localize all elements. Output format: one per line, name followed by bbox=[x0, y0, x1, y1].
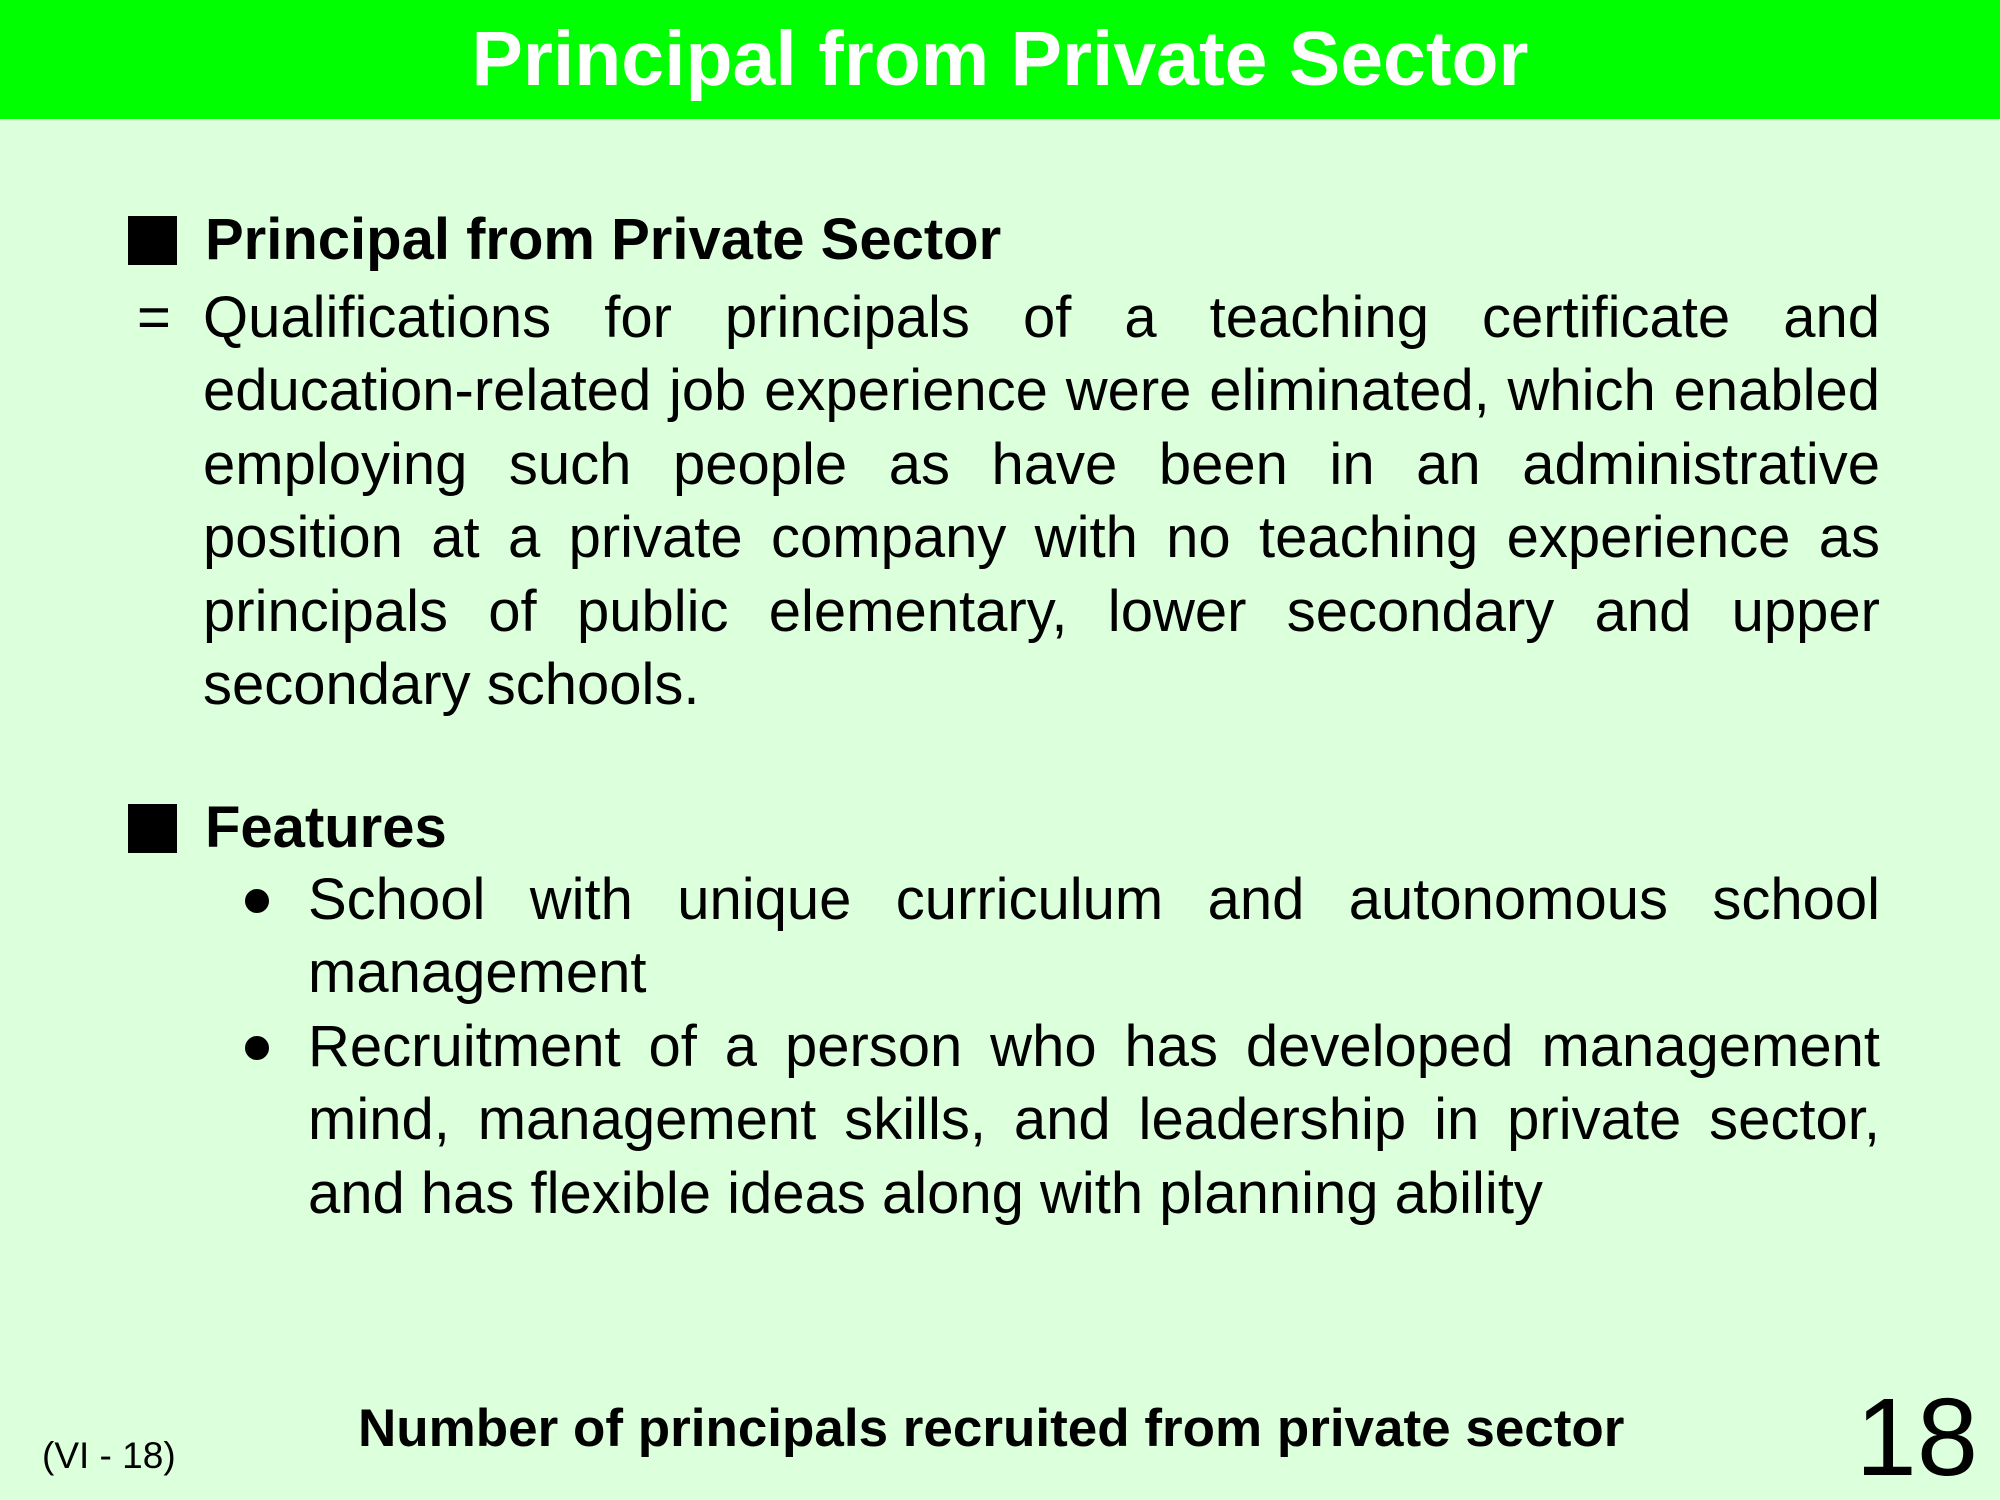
bullet-dot-icon bbox=[245, 1036, 269, 1060]
qualifications-paragraph: Qualifications for principals of a teaching certificate and education-related job experience were eliminated, which enabled employing such people as have been in an administrative position at a private company with no teaching experience as principals of public elementary, lower secondary and upper secondary schools. bbox=[203, 285, 1880, 718]
bullet-dot-icon bbox=[245, 889, 269, 913]
section-heading-text: Principal from Private Sector bbox=[205, 207, 1002, 272]
square-bullet-icon bbox=[128, 216, 177, 265]
page-number: 18 bbox=[1855, 1376, 1978, 1499]
title-bar bbox=[0, 0, 2000, 119]
features-list bbox=[245, 863, 1880, 1230]
list-item bbox=[245, 863, 1880, 1010]
equals-prefix: = bbox=[137, 285, 171, 350]
section-heading-features bbox=[128, 795, 447, 860]
list-item-text: School with unique curriculum and autonomous school management bbox=[308, 867, 1880, 1006]
footer-caption: Number of principals recruited from private sector bbox=[358, 1399, 1625, 1458]
list-item bbox=[245, 1010, 1880, 1230]
section-heading-principal bbox=[128, 207, 1002, 272]
slide-reference: (VI - 18) bbox=[42, 1435, 176, 1476]
list-item-text: Recruitment of a person who has developed management mind, management skills, and leadership in private sector, and has flexible ideas along with planning ability bbox=[308, 1013, 1880, 1226]
page-title: Principal from Private Sector bbox=[471, 16, 1529, 102]
square-bullet-icon bbox=[128, 804, 177, 853]
section-heading-text: Features bbox=[205, 795, 447, 860]
